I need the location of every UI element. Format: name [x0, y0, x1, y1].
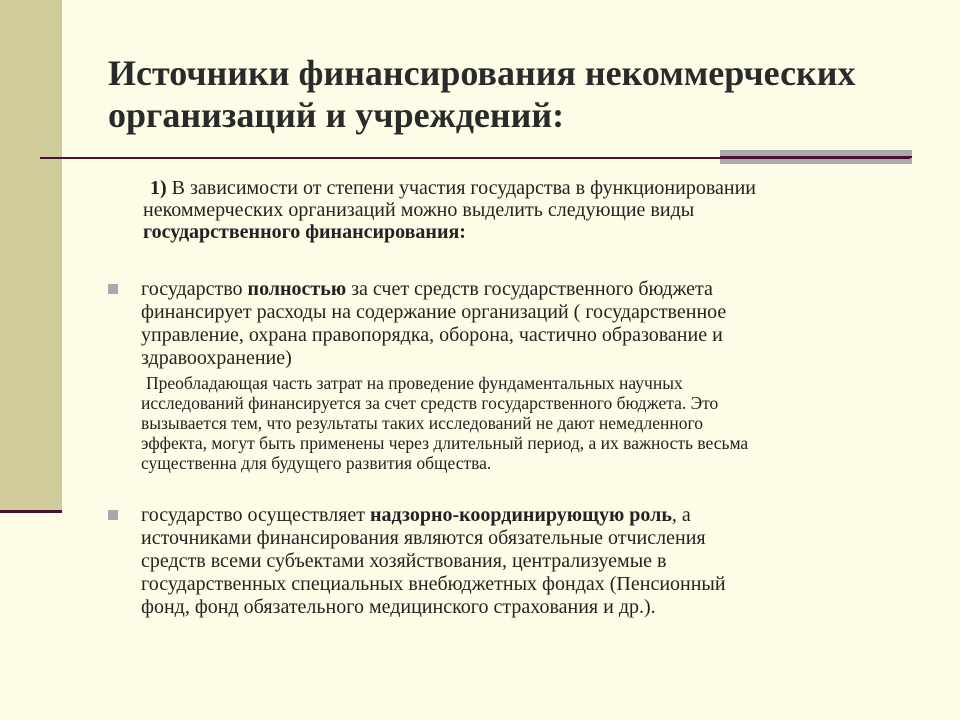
side-band [0, 0, 62, 512]
intro-line-2: некоммерческих организаций можно выделить следующие виды [143, 199, 695, 221]
note-line2: исследований финансируется за счет средств государственного бюджета. Это [141, 393, 719, 413]
side-band-rule [0, 510, 62, 513]
bullet1-line1-rest: за счет средств государственного бюджета [346, 278, 713, 300]
bullet2-line5: фонд, фонд обязательного медицинского страхования и др.). [141, 596, 656, 618]
bullet2-line2: источниками финансирования являются обязательные отчисления [141, 527, 706, 549]
bullet2-line3: средств всеми субъектами хозяйствования, централизуемые в [141, 550, 667, 572]
title-line-1: Источники финансирования некоммерческих [108, 53, 856, 93]
intro-bold: государственного финансирования: [143, 221, 466, 243]
bullet-marker-2 [108, 510, 118, 520]
bullet2-prefix: государство осуществляет [141, 504, 371, 526]
intro-line-1: В зависимости от степени участия государства в функционировании [166, 177, 756, 199]
bullet2-bold: надзорно-координирующую роль [370, 504, 672, 526]
note-line3: вызывается тем, что результаты таких исследований не дают немедленного [141, 413, 704, 433]
intro-paragraph [143, 177, 913, 243]
bullet2-line4: государственных специальных внебюджетных фондах (Пенсионный [141, 573, 726, 595]
bullet-marker-1 [108, 284, 118, 294]
bullet1-bold: полностью [247, 278, 347, 300]
bullet1-line4: здравоохранение) [141, 347, 292, 369]
note-line5: существенна для будущего развития общества. [141, 453, 492, 473]
bullet1-line3: управление, охрана правопорядка, оборона, частично образование и [141, 324, 723, 346]
slide-title [108, 52, 928, 136]
intro-number: 1) [150, 177, 167, 199]
bullet2-line1-rest: , а [671, 504, 691, 526]
note-line1: Преобладающая часть затрат на проведение фундаментальных научных [146, 373, 683, 393]
title-line-2: организаций и учреждений: [108, 95, 565, 135]
bullet-item-2 [141, 504, 921, 619]
bullet-item-1 [141, 278, 921, 370]
note-paragraph [141, 373, 911, 473]
bullet1-line2: финансирует расходы на содержание организаций ( государственное [141, 301, 727, 323]
title-accent-rule [720, 156, 912, 158]
bullet1-prefix: государство [141, 278, 248, 300]
note-line4: эффекта, могут быть применены через длительный период, а их важность весьма [141, 433, 749, 453]
